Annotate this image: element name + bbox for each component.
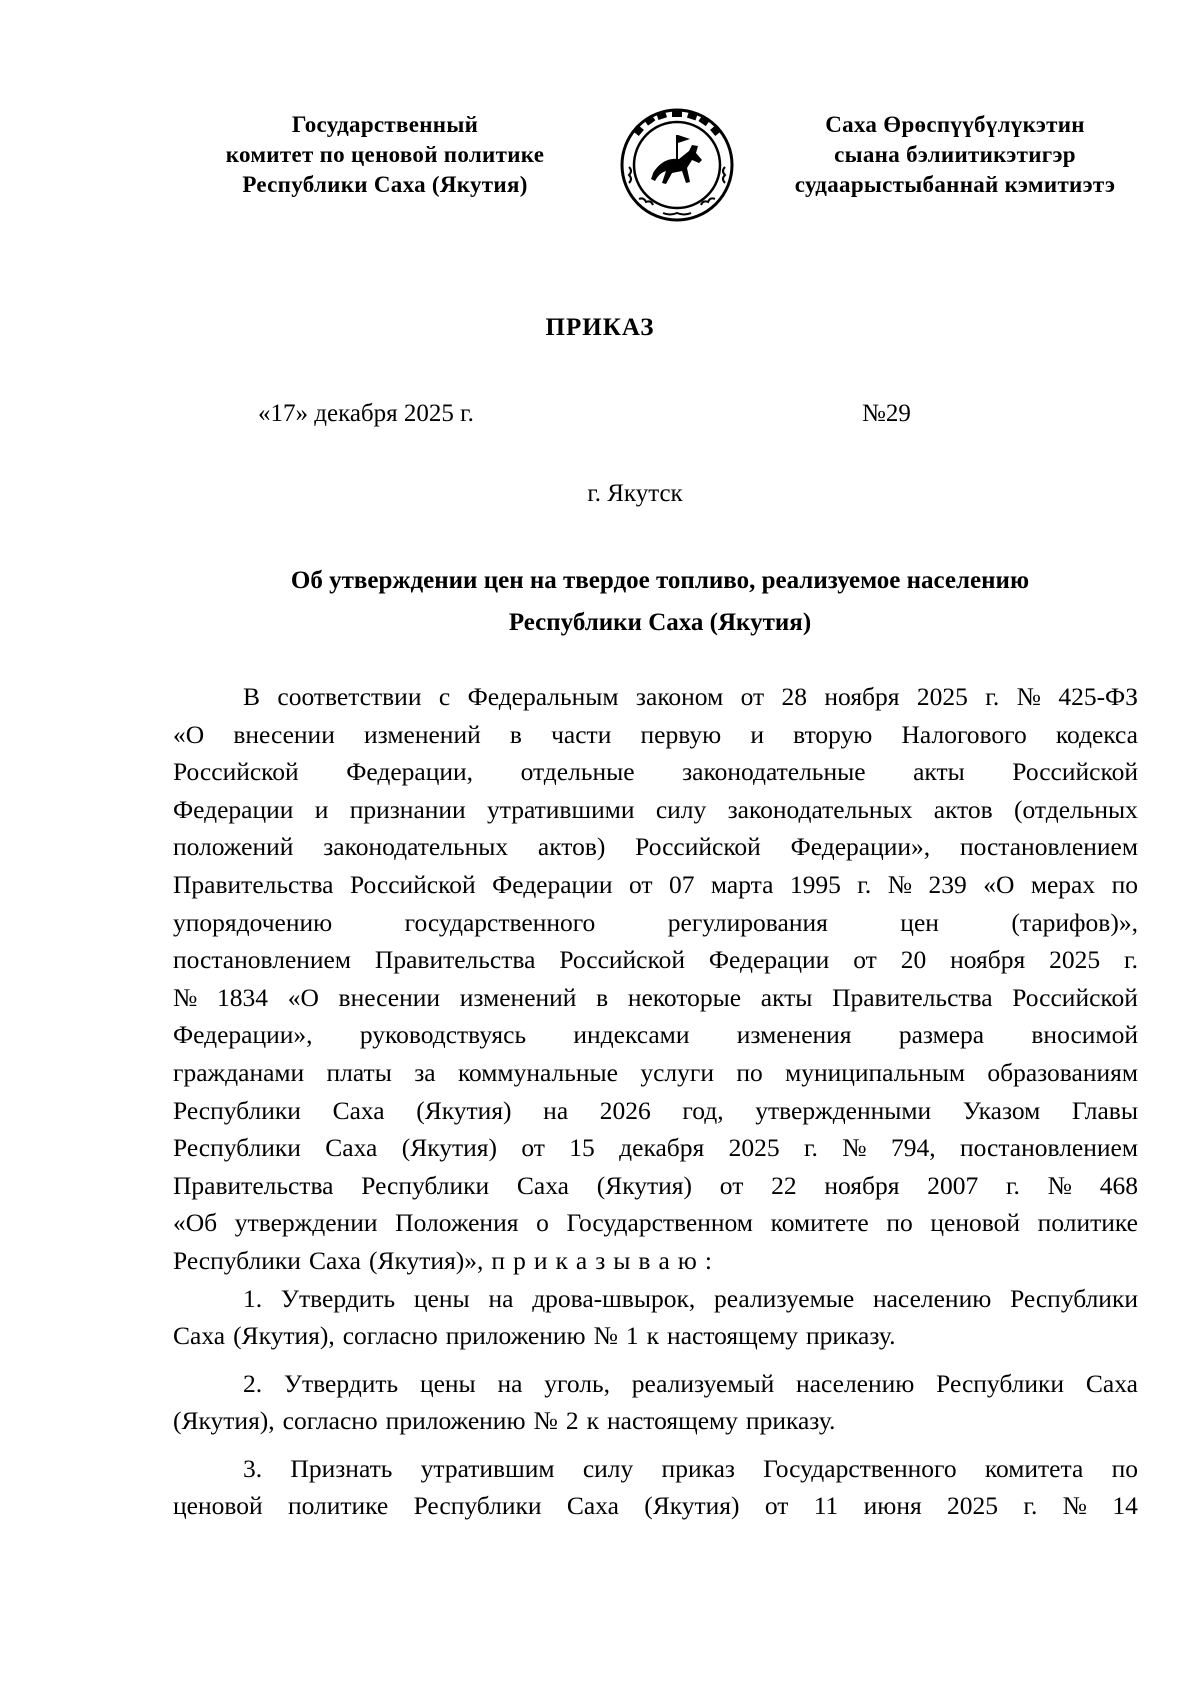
body-line: 3. Признать утратившим силу приказ Государственного комитета по	[243, 1453, 1138, 1483]
body-line: «О внесении изменений в части первую и вторую Налогового кодекса	[173, 719, 1138, 749]
body-line: Республики Саха (Якутия) от 15 декабря 2025 г. № 794, постановлением	[173, 1133, 1138, 1163]
document-title: ПРИКАЗ	[545, 314, 655, 341]
document-body	[173, 678, 1138, 1525]
issuer-line: Республики Саха (Якутия)	[242, 172, 528, 197]
body-line: (Якутия), согласно приложению № 2 к настоящему приказу.	[173, 1406, 836, 1436]
body-line: Саха (Якутия), согласно приложению № 1 к настоящему приказу.	[173, 1321, 896, 1351]
subject-line: Республики Саха (Якутия)	[508, 609, 812, 636]
document-subject	[180, 560, 1140, 644]
document-date: «17» декабря 2025 г.	[258, 400, 474, 427]
body-line: Федерации», руководствуясь индексами изменения размера вносимой	[173, 1020, 1138, 1050]
body-line: 2. Утвердить цены на уголь, реализуемый населению Республики Саха	[243, 1368, 1138, 1398]
document-city: г. Якутск	[587, 480, 683, 507]
body-line: «Об утверждении Положения о Государственном комитете по ценовой политике	[173, 1208, 1138, 1238]
issuer-line: судаарыстыбаннай кэмитиэтэ	[794, 172, 1116, 197]
body-line: № 1834 «О внесении изменений в некоторые акты Правительства Российской	[173, 982, 1138, 1012]
body-line: ценовой политике Республики Саха (Якутия) от 11 июня 2025 г. № 14	[173, 1491, 1138, 1521]
issuer-line: Государственный	[291, 112, 479, 137]
body-line: 1. Утвердить цены на дрова-швырок, реализуемые населению Республики	[243, 1283, 1138, 1313]
body-line: Республики Саха (Якутия) на 2026 год, утвержденными Указом Главы	[173, 1095, 1138, 1125]
body-line: упорядочению государственного регулирования цен (тарифов)»,	[173, 907, 1138, 937]
issuer-line: комитет по ценовой политике	[225, 142, 545, 167]
body-line: постановлением Правительства Российской Федерации от 20 ноября 2025 г.	[173, 945, 1138, 975]
issuer-name-russian	[180, 110, 590, 200]
issuer-line: Саха Өрөспүүбүлүкэтин	[825, 112, 1085, 137]
body-line: Правительства Российской Федерации от 07 марта 1995 г. № 239 «О мерах по	[173, 869, 1138, 899]
body-line: Правительства Республики Саха (Якутия) от 22 ноября 2007 г. № 468	[173, 1170, 1138, 1200]
body-line: В соответствии с Федеральным законом от 28 ноября 2025 г. № 425-ФЗ	[243, 682, 1138, 711]
subject-line: Об утверждении цен на твердое топливо, реализуемое населению	[290, 567, 1030, 594]
body-line: гражданами платы за коммунальные услуги по муниципальным образованиям	[173, 1057, 1138, 1087]
sakha-republic-emblem-icon	[619, 107, 735, 223]
body-line: Российской Федерации, отдельные законодательные акты Российской	[173, 757, 1138, 787]
document-number: №29	[862, 400, 911, 427]
issuer-line: сыана бэлиитикэтигэр	[834, 142, 1076, 167]
body-line: Федерации и признании утратившими силу законодательных актов (отдельных	[173, 794, 1138, 824]
body-line: Республики Саха (Якутия)», п р и к а з ы в а ю :	[173, 1245, 712, 1275]
body-line: положений законодательных актов) Российской Федерации», постановлением	[173, 832, 1138, 862]
issuer-name-sakha	[765, 110, 1145, 200]
